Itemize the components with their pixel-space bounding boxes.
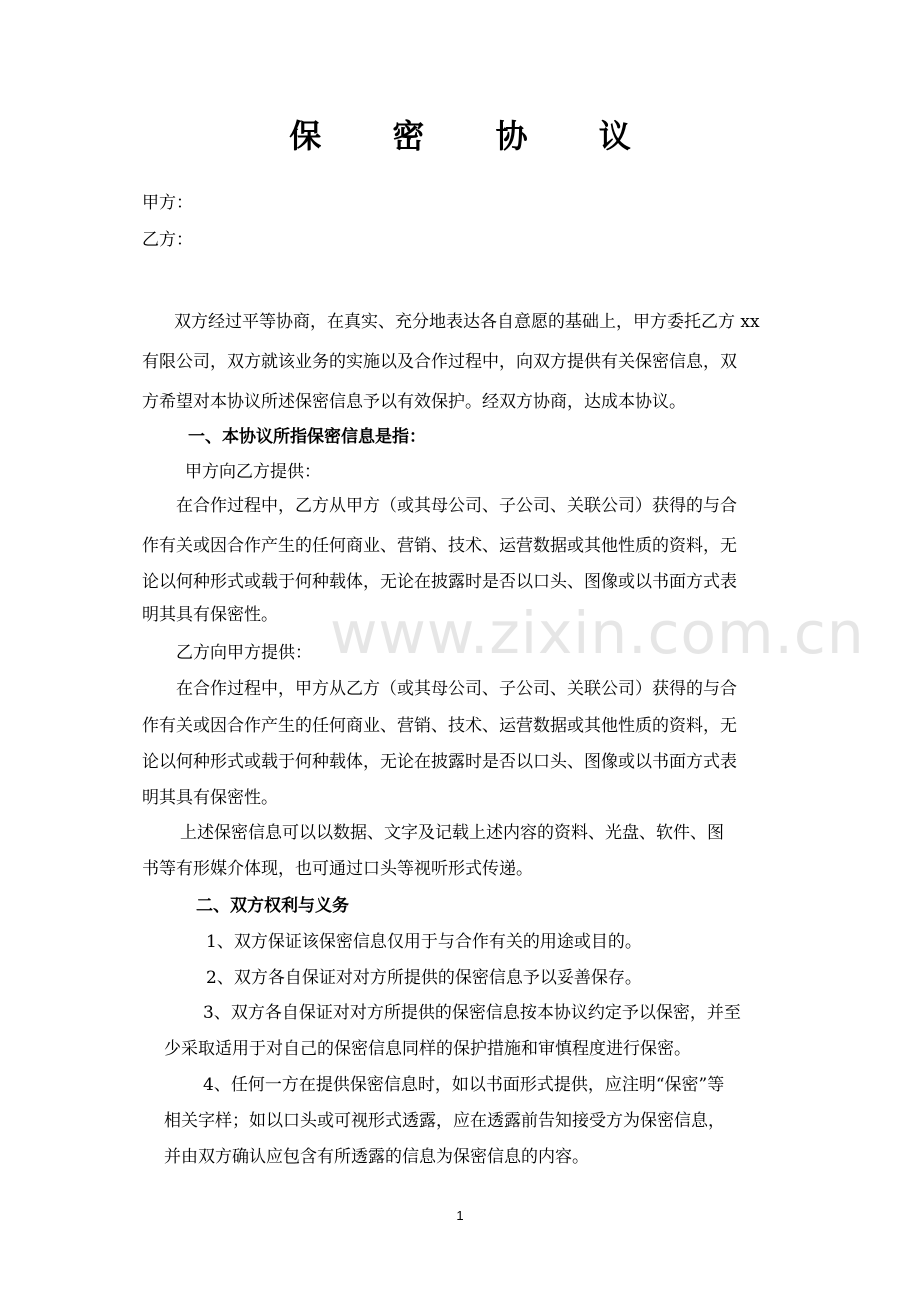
watermark: www.zixin.com.cn (330, 599, 865, 667)
party-a-line: 甲方： (142, 193, 193, 213)
paragraph-line: 双方经过平等协商，在真实、充分地表达各自意愿的基础上，甲方委托乙方 xx (174, 312, 760, 332)
list-item: 2、双方各自保证对对方所提供的保密信息予以妥善保存。 (206, 968, 642, 988)
paragraph-line: 在合作过程中，乙方从甲方（或其母公司、子公司、关联公司）获得的与合 (176, 496, 737, 516)
paragraph-line: 作有关或因合作产生的任何商业、营销、技术、运营数据或其他性质的资料，无 (142, 536, 737, 556)
page-number: 1 (456, 1208, 464, 1223)
paragraph-line: 上述保密信息可以以数据、文字及记载上述内容的资料、光盘、软件、图 (180, 823, 724, 843)
paragraph-line: 明其具有保密性。 (142, 788, 278, 808)
paragraph-line: 作有关或因合作产生的任何商业、营销、技术、运营数据或其他性质的资料，无 (142, 716, 737, 736)
list-item: 1、双方保证该保密信息仅用于与合作有关的用途或目的。 (206, 932, 642, 952)
list-item: 4、任何一方在提供保密信息时，如以书面形式提供，应注明“保密”等 (203, 1075, 725, 1095)
paragraph-line: 论以何种形式或载于何种载体，无论在披露时是否以口头、图像或以书面方式表 (142, 752, 737, 772)
subheading: 甲方向乙方提供： (185, 462, 321, 482)
paragraph-line: 书等有形媒介体现，也可通过口头等视听形式传递。 (142, 859, 533, 879)
section-heading: 二、双方权利与义务 (196, 896, 349, 916)
list-item-continuation: 并由双方确认应包含有所透露的信息为保密信息的内容。 (164, 1147, 589, 1167)
document-title: 保 密 协 议 (289, 117, 661, 155)
paragraph-line: 论以何种形式或载于何种载体，无论在披露时是否以口头、图像或以书面方式表 (142, 572, 737, 592)
paragraph-line: 明其具有保密性。 (142, 605, 278, 625)
paragraph-line: 方希望对本协议所述保密信息予以有效保护。经双方协商，达成本协议。 (142, 392, 686, 412)
party-b-line: 乙方： (142, 230, 193, 250)
subheading: 乙方向甲方提供： (176, 643, 312, 663)
section-heading: 一、本协议所指保密信息是指： (188, 427, 426, 447)
list-item: 3、双方各自保证对对方所提供的保密信息按本协议约定予以保密，并至 (203, 1003, 741, 1023)
paragraph-line: 在合作过程中，甲方从乙方（或其母公司、子公司、关联公司）获得的与合 (176, 679, 737, 699)
list-item-continuation: 少采取适用于对自己的保密信息同样的保护措施和审慎程度进行保密。 (164, 1039, 691, 1059)
list-item-continuation: 相关字样；如以口头或可视形式透露，应在透露前告知接受方为保密信息， (164, 1111, 725, 1131)
paragraph-line: 有限公司，双方就该业务的实施以及合作过程中，向双方提供有关保密信息，双 (142, 352, 737, 372)
